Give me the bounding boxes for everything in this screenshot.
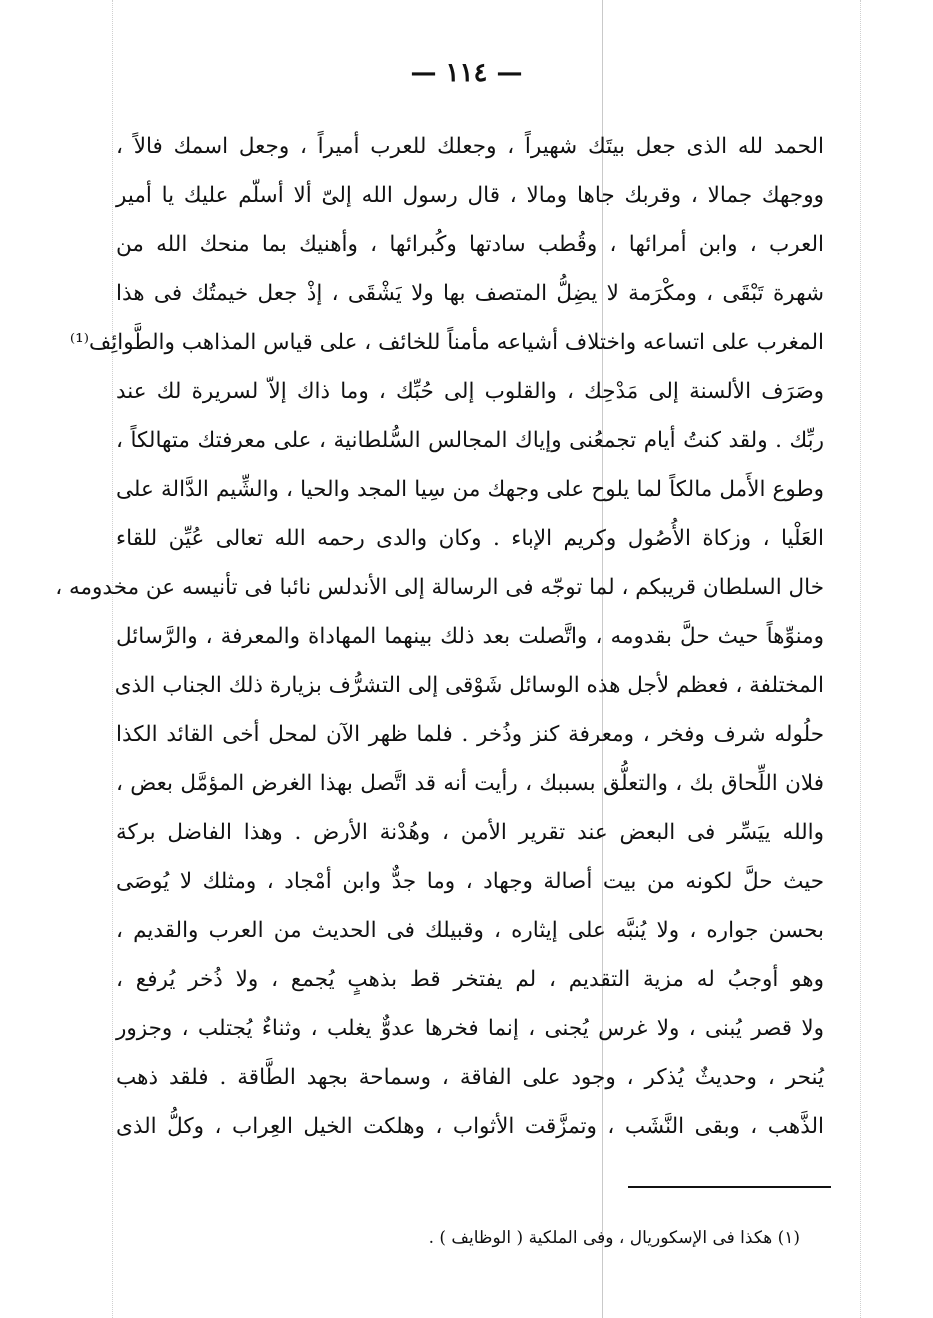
text-line: ربِّك . ولقد كنتُ أيام تجمعُنى وإياك المجالس السُّلطانية ، على معرفتك متهالكاً ، bbox=[116, 428, 824, 453]
text-line: يُنحر ، وحديثٌ يُذكر ، وجود على الفاقة ، وسماحة بجهد الطَّاقة . فلقد ذهب bbox=[116, 1065, 824, 1090]
text-line: العَلْيا ، وزكاة الأُصُول وكريم الإباء . وكان والدى رحمه الله تعالى عُيِّن للقاء bbox=[116, 526, 824, 551]
footnote-separator bbox=[628, 1186, 831, 1188]
text-line: بحسن جواره ، ولا يُنبَّه على إيثاره ، وقبيلك فى الحديث من العرب والقديم ، bbox=[116, 918, 824, 943]
page-number: — ١١٤ — bbox=[410, 58, 523, 88]
text-line: العرب ، وابن أمرائها ، وقُطب سادتها وكُبرائها ، وأهنيك بما منحك الله من bbox=[116, 232, 824, 257]
scan-edge-left bbox=[112, 0, 113, 1318]
text-line: المغرب على اتساعه واختلاف أشياعه مأمناً للخائف ، على قياس المذاهب والطَّوائِف⁽¹⁾ bbox=[69, 330, 824, 355]
text-line: الحمد لله الذى جعل بيتَك شهيراً ، وجعلك للعرب أميراً ، وجعل اسمك فالاً ، bbox=[116, 134, 824, 159]
text-line: وهو أوجبُ له مزية التقديم ، لم يفتخر قط بذهبٍ يُجمع ، ولا ذُخر يُرفع ، bbox=[116, 967, 824, 992]
text-line: حلُوله شرف وفخر ، ومعرفة كنز وذُخر . فلما ظهر الآن لمحل أخى القائد الكذا bbox=[116, 722, 824, 747]
text-line: شهرة تَبْقَى ، ومكْرَمة لا يضِلُّ المتصف بها ولا يَشْقَى ، إذْ جعل خيمتُك فى هذا bbox=[116, 281, 824, 306]
text-line: فلان اللِّحاق بك ، والتعلُّق بسببك ، رأيت أنه قد اتَّصل بهذا الغرض المؤمَّل بعض ، bbox=[116, 771, 824, 796]
text-line: ومنوِّهاً حيث حلَّ بقدومه ، واتَّصلت بعد ذلك بينهما المهاداة والمعرفة ، والرَّسائل bbox=[116, 624, 824, 649]
footnote: (١) هكذا فى الإسكوريال ، وفى الملكية ( الوظايف ) . bbox=[428, 1228, 800, 1248]
text-line: حيث حلَّ لكونه من بيت أصالة وجهاد ، وما جدٌّ وابن أمْجاد ، ومثلك لا يُوصَى bbox=[116, 869, 824, 894]
text-line: وصَرَف الألسنة إلى مَدْحِك ، والقلوب إلى حُبِّك ، وما ذاك إلاّ لسريرة لك عند bbox=[116, 379, 824, 404]
text-line: وطوع الأَمل مالكاً لما يلوح على وجهك من سِيا المجد والحيا ، والشِّيم الدَّالة على bbox=[116, 477, 824, 502]
scan-edge-right bbox=[860, 0, 861, 1318]
text-line: المختلفة ، فعظم لأجل هذه الوسائل شَوْقى إلى التشرُّف بزيارة ذلك الجناب الذى bbox=[114, 673, 824, 698]
body-text bbox=[55, 122, 824, 1151]
text-line: خال السلطان قريبكم ، لما توجّه فى الرسالة إلى الأندلس نائبا فى تأنيسه عن مخدومه ، bbox=[55, 575, 824, 600]
text-line: والله ييَسِّر فى البعض عند تقرير الأمن ، وهُدْنة الأرض . وهذا الفاضل بركة bbox=[116, 820, 824, 845]
text-line: ووجهك جمالا ، وقربك جاها ومالا ، قال رسول الله إلىّ ألا أسلّم عليك يا أمير bbox=[116, 183, 824, 208]
text-line: الذَّهب ، وبقى النَّشَب ، وتمزَّقت الأثواب ، وهلكت الخيل العِراب ، وكلُّ الذى bbox=[116, 1114, 824, 1139]
text-line: ولا قصر يُبنى ، ولا غرس يُجنى ، إنما فخرها عدوٌّ يغلب ، وثناءٌ يُجتلب ، وجزور bbox=[116, 1016, 824, 1041]
